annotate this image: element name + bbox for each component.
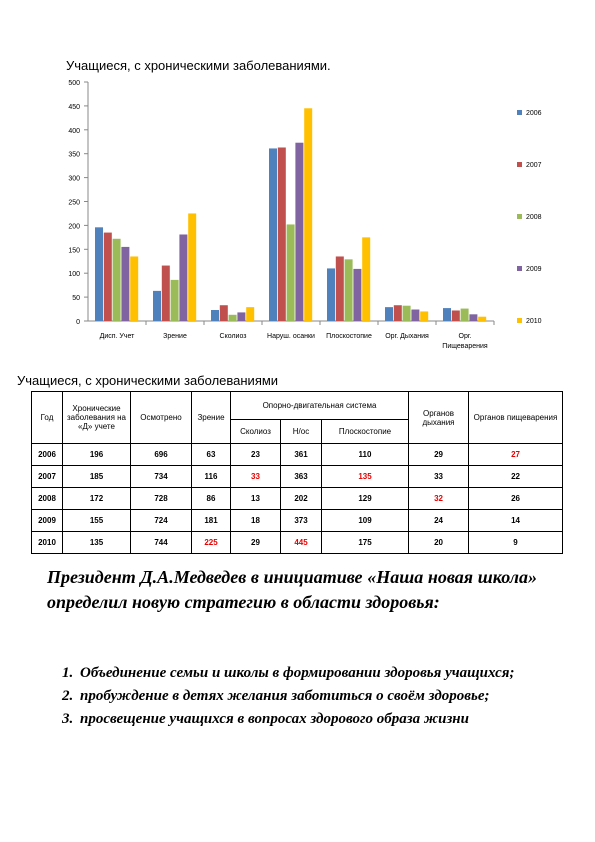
header-vision: Зрение <box>192 392 231 444</box>
bar-2007 <box>104 233 112 321</box>
bar-2009 <box>179 234 187 321</box>
header-breathing: Органов дыхания <box>409 392 469 444</box>
bar-2007 <box>336 256 344 321</box>
y-tick-label: 150 <box>68 247 80 255</box>
bar-2008 <box>171 280 179 321</box>
list-item <box>62 708 538 731</box>
table-cell: 29 <box>409 444 469 466</box>
table-cell: 63 <box>192 444 231 466</box>
table-cell: 363 <box>281 466 322 488</box>
table-cell: 29 <box>231 532 281 554</box>
bar-2010 <box>362 237 370 321</box>
bar-2008 <box>229 315 237 321</box>
bar-2008 <box>113 239 121 321</box>
table-cell: 202 <box>281 488 322 510</box>
table-row <box>32 466 563 488</box>
table-cell: 728 <box>131 488 192 510</box>
table-cell: 9 <box>469 532 563 554</box>
chart-title: Учащиеся, с хроническими заболеваниями. <box>66 58 331 73</box>
table-cell: 18 <box>231 510 281 532</box>
bar-2009 <box>469 314 477 321</box>
x-tick-label: Наруш. осанки <box>267 333 315 340</box>
list-text: просвещение учащихся в вопросах здорового образа жизни <box>80 711 469 727</box>
bar-2007 <box>220 305 228 321</box>
bar-2010 <box>478 317 486 321</box>
bar-2006 <box>153 291 161 321</box>
table-cell: 116 <box>192 466 231 488</box>
bar-2009 <box>295 143 303 321</box>
bar-2010 <box>130 256 138 321</box>
table-cell: 181 <box>192 510 231 532</box>
y-tick-label: 500 <box>68 80 80 87</box>
bar-2006 <box>95 227 103 321</box>
table-cell: 23 <box>231 444 281 466</box>
data-table <box>31 391 563 554</box>
table-cell: 32 <box>409 488 469 510</box>
header-musculo: Опорно-двигательная система <box>231 392 409 420</box>
y-tick-label: 250 <box>68 199 80 207</box>
y-tick-label: 200 <box>68 223 80 231</box>
table-cell: 13 <box>231 488 281 510</box>
table-cell: 86 <box>192 488 231 510</box>
bar-2009 <box>411 310 419 321</box>
bar-2008 <box>461 309 469 321</box>
table-cell: 27 <box>469 444 563 466</box>
table-cell: 110 <box>322 444 409 466</box>
table-cell: 155 <box>63 510 131 532</box>
table-cell: 135 <box>322 466 409 488</box>
legend-label: 2008 <box>526 214 542 221</box>
table-title: Учащиеся, с хроническими заболеваниями <box>17 373 279 388</box>
table-cell: 33 <box>231 466 281 488</box>
bar-2007 <box>278 147 286 321</box>
table-cell: 696 <box>131 444 192 466</box>
legend-label: 2007 <box>526 162 542 169</box>
bar-2006 <box>211 310 219 321</box>
table-cell-year: 2006 <box>32 444 63 466</box>
y-tick-label: 450 <box>68 103 80 111</box>
table-cell: 135 <box>63 532 131 554</box>
x-tick-label: Зрение <box>163 333 187 340</box>
y-tick-label: 350 <box>68 151 80 159</box>
table-cell-year: 2009 <box>32 510 63 532</box>
table-cell: 175 <box>322 532 409 554</box>
table-cell: 734 <box>131 466 192 488</box>
x-tick-label: Орг. Дыхания <box>385 333 429 340</box>
table-cell: 172 <box>63 488 131 510</box>
intro-paragraph: Президент Д.А.Медведев в инициативе «Наша новая школа» определил новую стратегию в области здоровья: <box>47 567 537 612</box>
header-chronic: Хронические заболевания на «Д» учете <box>63 392 131 444</box>
bar-2010 <box>420 311 428 321</box>
y-tick-label: 100 <box>68 271 80 279</box>
legend-swatch-2006 <box>517 110 522 115</box>
table-row <box>32 444 563 466</box>
bar-2010 <box>304 108 312 321</box>
bar-2006 <box>327 268 335 321</box>
header-year: Год <box>32 392 63 444</box>
table-row <box>32 510 563 532</box>
table-row <box>32 532 563 554</box>
header-digestion: Органов пищеварения <box>469 392 563 444</box>
table-cell: 724 <box>131 510 192 532</box>
table-cell: 22 <box>469 466 563 488</box>
bar-2007 <box>452 310 460 321</box>
bar-2007 <box>162 266 170 321</box>
table-cell: 361 <box>281 444 322 466</box>
table-cell-year: 2010 <box>32 532 63 554</box>
list-text: Объединение семьи и школы в формировании здоровья учащихся; <box>80 665 515 681</box>
legend-swatch-2009 <box>517 266 522 271</box>
bar-2008 <box>345 259 353 321</box>
list-item <box>62 685 538 708</box>
legend-swatch-2008 <box>517 214 522 219</box>
table-cell: 185 <box>63 466 131 488</box>
bar-2010 <box>246 307 254 321</box>
table-cell: 225 <box>192 532 231 554</box>
table-cell: 109 <box>322 510 409 532</box>
bar-chart <box>0 72 595 362</box>
bar-2010 <box>188 213 196 321</box>
list-item <box>62 662 538 685</box>
table-cell-year: 2007 <box>32 466 63 488</box>
legend-label: 2006 <box>526 110 542 117</box>
legend-label: 2010 <box>526 318 542 325</box>
x-tick-label: Плоскостопие <box>326 333 372 340</box>
bar-2006 <box>443 308 451 321</box>
legend-swatch-2010 <box>517 318 522 323</box>
table-cell: 24 <box>409 510 469 532</box>
list-number: 2. <box>62 688 74 704</box>
table-cell: 33 <box>409 466 469 488</box>
y-tick-label: 400 <box>68 127 80 135</box>
table-cell: 445 <box>281 532 322 554</box>
header-flatfoot: Плоскостопие <box>322 420 409 444</box>
legend-swatch-2007 <box>517 162 522 167</box>
header-scoliosis: Сколиоз <box>231 420 281 444</box>
list-text: пробуждение в детях желания заботиться о своём здоровье; <box>80 688 490 704</box>
table-cell: 744 <box>131 532 192 554</box>
table-cell: 373 <box>281 510 322 532</box>
bar-2006 <box>269 148 277 321</box>
header-examined: Осмотрено <box>131 392 192 444</box>
x-tick-label: Орг. Пищеварения <box>442 333 488 350</box>
table-row <box>32 488 563 510</box>
bar-2009 <box>353 269 361 321</box>
table-cell: 14 <box>469 510 563 532</box>
y-tick-label: 50 <box>72 295 80 303</box>
table-cell: 129 <box>322 488 409 510</box>
strategy-list <box>62 662 538 731</box>
bar-2006 <box>385 307 393 321</box>
table-cell-year: 2008 <box>32 488 63 510</box>
table-cell: 26 <box>469 488 563 510</box>
table-cell: 196 <box>63 444 131 466</box>
bar-2008 <box>287 224 295 321</box>
header-posture: Н/ос <box>281 420 322 444</box>
y-tick-label: 0 <box>76 319 80 326</box>
table-cell: 20 <box>409 532 469 554</box>
x-tick-label: Дисп. Учет <box>99 333 135 340</box>
legend-label: 2009 <box>526 266 542 273</box>
bar-2009 <box>121 247 129 321</box>
list-number: 3. <box>62 711 74 727</box>
x-tick-label: Сколиоз <box>219 333 247 340</box>
y-tick-label: 300 <box>68 175 80 183</box>
bar-2007 <box>394 305 402 321</box>
bar-2009 <box>237 312 245 321</box>
list-number: 1. <box>62 665 74 681</box>
bar-2008 <box>403 306 411 321</box>
